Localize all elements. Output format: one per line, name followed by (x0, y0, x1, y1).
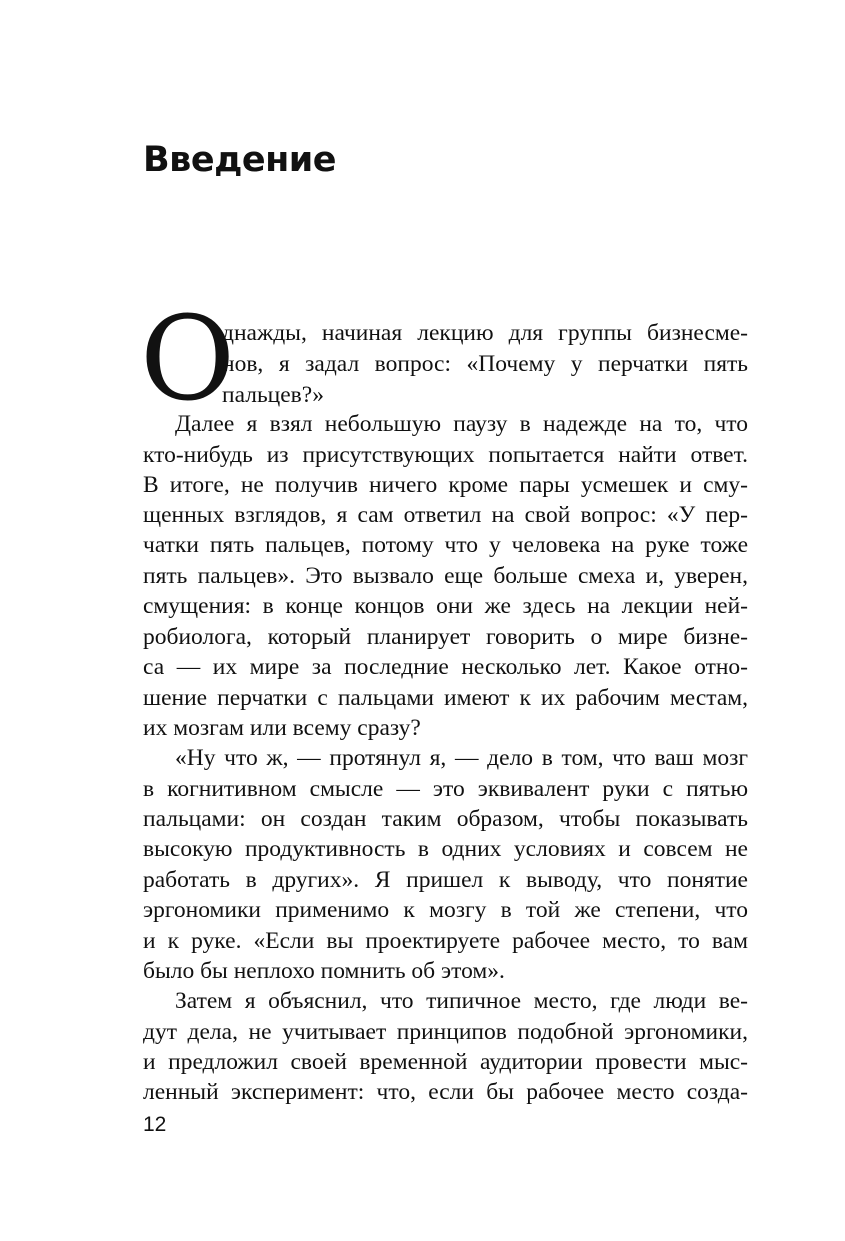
page-number: 12 (143, 1113, 167, 1136)
chapter-title: Введение (143, 140, 337, 180)
text-line: работать в других». Я пришел к выводу, что понятие (143, 867, 748, 893)
text-line: их мозгам или всему сразу? (143, 715, 421, 741)
text-line: кто-нибудь из присутствующих попытается найти ответ. (143, 442, 748, 468)
text-line: щенных взглядов, я сам ответил на свой вопрос: «У пер- (143, 502, 748, 528)
text-line: ленный эксперимент: что, если бы рабочее место созда- (143, 1079, 748, 1105)
text-line: нов, я задал вопрос: «Почему у перчатки пять (222, 351, 748, 377)
text-line: пальцами: он создан таким образом, чтобы показывать (143, 806, 748, 832)
text-line: и предложил своей временной аудитории провести мыс- (143, 1049, 748, 1075)
text-line: Затем я объяснил, что типичное место, где люди ве- (175, 988, 748, 1014)
text-line: пальцев?» (222, 382, 324, 408)
text-line: смущения: в конце концов они же здесь на лекции ней- (143, 593, 748, 619)
text-line: шение перчатки с пальцами имеют к их рабочим местам, (143, 685, 748, 711)
text-line: днажды, начиная лекцию для группы бизнесме- (222, 320, 748, 346)
drop-cap: О (140, 292, 236, 427)
text-line: дут дела, не учитывает принципов подобной эргономики, (143, 1019, 748, 1045)
text-line: чатки пять пальцев, потому что у человека на руке тоже (143, 532, 748, 558)
text-line: В итоге, не получив ничего кроме пары усмешек и сму- (143, 472, 748, 498)
text-line: было бы неплохо помнить об этом». (143, 958, 505, 984)
text-line: и к руке. «Если вы проектируете рабочее место, то вам (143, 928, 748, 954)
text-line: высокую продуктивность в одних условиях и совсем не (143, 836, 748, 862)
text-line: «Ну что ж, — протянул я, — дело в том, что ваш мозг (175, 745, 748, 771)
text-line: робиолога, который планирует говорить о мире бизне- (143, 624, 748, 650)
text-line: Далее я взял небольшую паузу в надежде на то, что (175, 411, 748, 437)
text-line: эргономики применимо к мозгу в той же степени, что (143, 897, 748, 923)
text-line: пять пальцев». Это вызвало еще больше смеха и, уверен, (143, 563, 748, 589)
text-line: в когнитивном смысле — это эквивалент руки с пятью (143, 776, 748, 802)
text-line: са — их мире за последние несколько лет. Какое отно- (143, 654, 748, 680)
